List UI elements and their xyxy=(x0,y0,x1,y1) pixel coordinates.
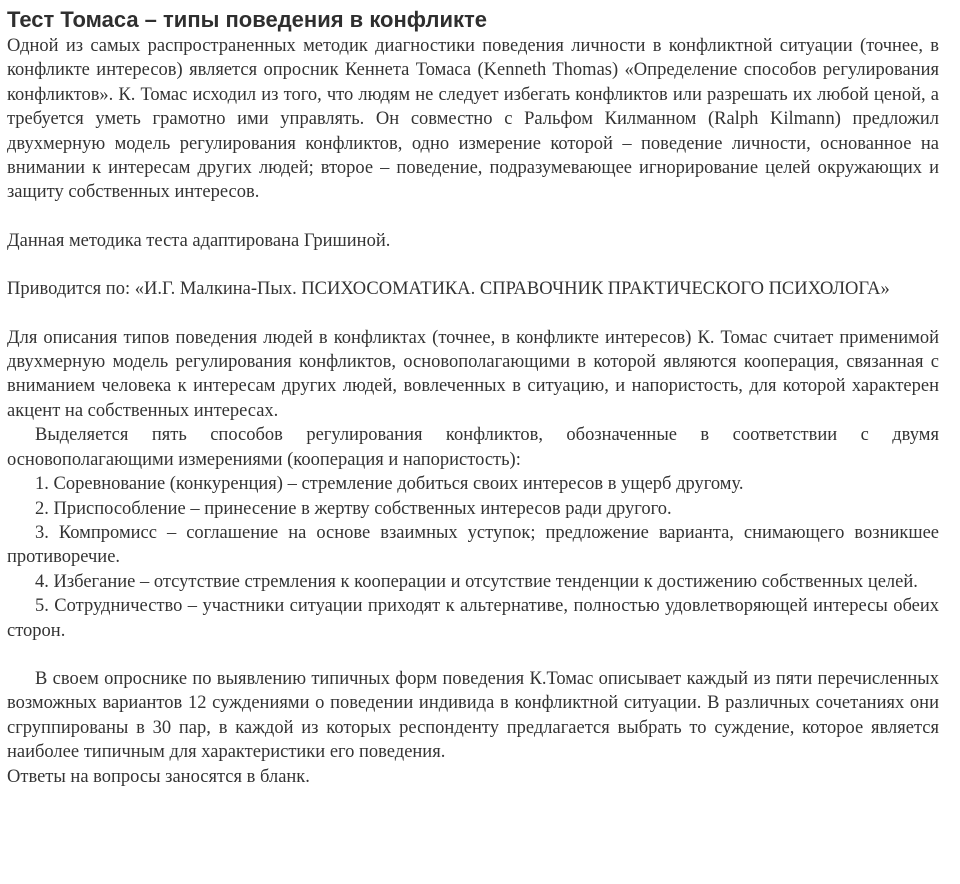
spacer xyxy=(7,643,939,667)
methods-intro: Выделяется пять способов регулирования конфликтов, обозначенные в соответствии с двумя основополагающими измерениями (кооперация и напористость): xyxy=(7,425,939,470)
source-citation: Приводится по: «И.Г. Малкина-Пых. ПСИХОСОМАТИКА. СПРАВОЧНИК ПРАКТИЧЕСКОГО ПСИХОЛОГА» xyxy=(7,279,890,300)
list-item: 2. Приспособление – принесение в жертву собственных интересов ради другого. xyxy=(35,498,672,519)
methods-list xyxy=(7,472,939,643)
page-title: Тест Томаса – типы поведения в конфликте xyxy=(7,7,487,32)
answers-note: Ответы на вопросы заносятся в бланк. xyxy=(7,766,310,787)
adaptation-note: Данная методика теста адаптирована Гришиной. xyxy=(7,230,391,251)
questionnaire-paragraph: В своем опроснике по выявлению типичных форм поведения К.Томас описывает каждый из пяти перечисленных возможных вариантов 12 суждениями о поведении индивида в конфликтной ситуации. В различных сочетаниях они сгруппированы в 30 пар, в каждой из которых респонденту предлагается выбрать то суждение, которое является наиболее типичным для характеристики его поведения. xyxy=(7,668,939,763)
list-item: 1. Соревнование (конкуренция) – стремление добиться своих интересов в ущерб другому. xyxy=(35,474,744,495)
spacer xyxy=(7,253,939,277)
list-item: 5. Сотрудничество – участники ситуации приходят к альтернативе, полностью удовлетворяющей интересы обеих сторон. xyxy=(7,596,939,641)
description-paragraph: Для описания типов поведения людей в конфликтах (точнее, в конфликте интересов) К. Томас считает применимой двухмерную модель регулирования конфликтов, основополагающими в которой являются кооперация, связанная с вниманием человека к интересам других людей, вовлеченных в ситуацию, и напористость, для которой характерен акцент на собственных интересах. xyxy=(7,327,939,421)
list-item: 3. Компромисс – соглашение на основе взаимных уступок; предложение варианта, снимающего возникшее противоречие. xyxy=(7,522,939,568)
intro-paragraph: Одной из самых распространенных методик диагностики поведения личности в конфликтной ситуации (точнее, в конфликте интересов) является опросник Кеннета Томаса (Kenneth Thomas) «Определение способов регулирования конфликтов». К. Томас исходил из того, что людям не следует избегать конфликтов или разрешать их любой ценой, а требуется уметь грамотно ими управлять. Он совместно с Ральфом Килманном (Ralph Kilmann) предложил двухмерную модель регулирования конфликтов, одно измерение которой – поведение личности, основанное на внимании к интересам других людей; второе – поведение, подразумевающее игнорирование целей окружающих и защиту собственных интересов. xyxy=(7,36,939,203)
list-item: 4. Избегание – отсутствие стремления к кооперации и отсутствие тенденции к достижению собственных целей. xyxy=(35,571,918,592)
spacer xyxy=(7,205,939,229)
spacer xyxy=(7,302,939,326)
